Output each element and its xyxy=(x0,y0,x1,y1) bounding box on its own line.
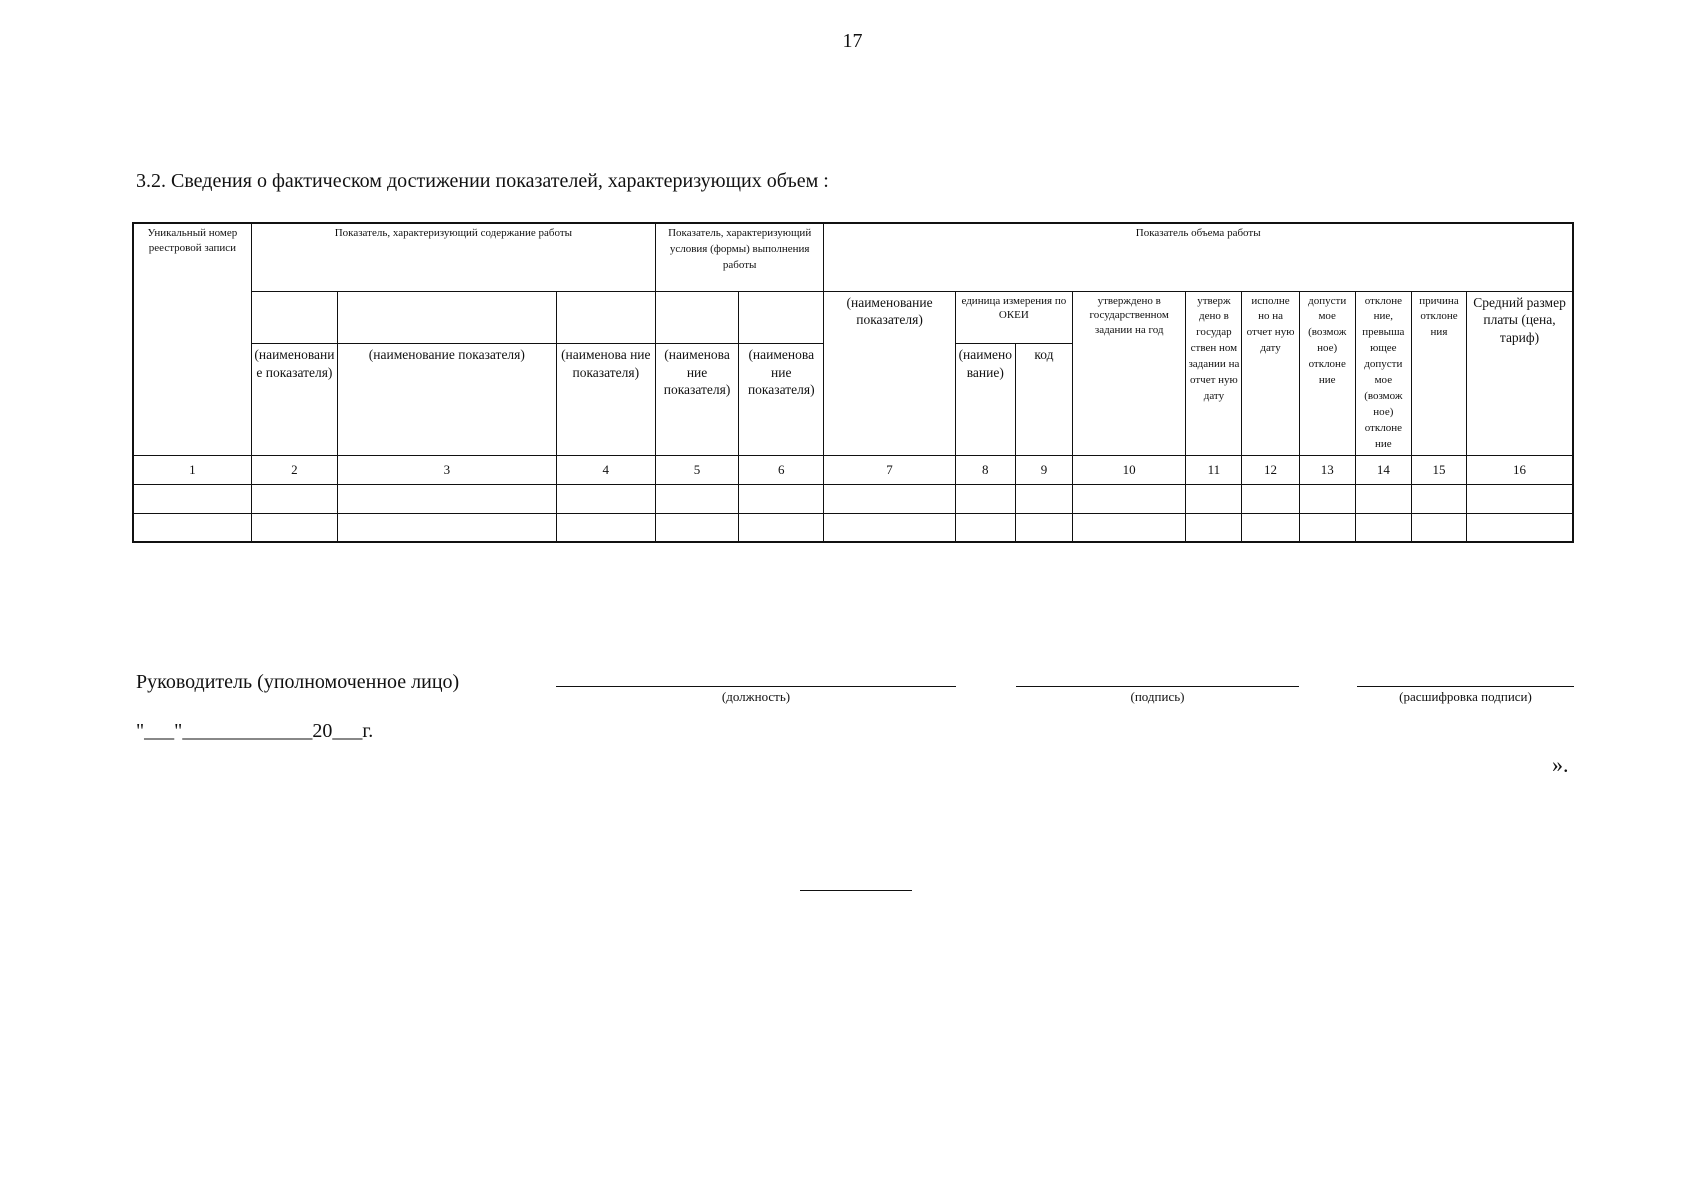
col16-average-fee: Средний размер платы (цена, тариф) xyxy=(1467,291,1573,455)
empty-cell xyxy=(739,513,824,542)
col4-indicator-name: (наименова ние показателя) xyxy=(556,344,655,456)
column-number: 7 xyxy=(824,455,955,484)
column-number: 16 xyxy=(1467,455,1573,484)
empty-cell xyxy=(251,513,337,542)
column-number: 9 xyxy=(1015,455,1072,484)
col15-deviation-reason: причина отклоне ния xyxy=(1411,291,1466,455)
col10-approved-year: утверждено в государственном задании на год xyxy=(1073,291,1186,455)
position-line xyxy=(556,686,956,687)
blank-subheader-6 xyxy=(739,291,824,344)
col7-indicator-name: (наименование показателя) xyxy=(824,291,955,455)
empty-cell xyxy=(556,513,655,542)
col12-executed-report-date: исполне но на отчет ную дату xyxy=(1242,291,1299,455)
empty-cell xyxy=(1355,484,1411,513)
column-number: 15 xyxy=(1411,455,1466,484)
empty-cell xyxy=(133,513,251,542)
empty-cell xyxy=(338,484,557,513)
header-content-indicator: Показатель, характеризующий содержание работы xyxy=(251,223,655,291)
empty-cell xyxy=(1073,513,1186,542)
table-row xyxy=(133,484,1573,513)
col3-indicator-name: (наименование показателя) xyxy=(338,344,557,456)
column-number: 5 xyxy=(655,455,738,484)
blank-subheader-4 xyxy=(556,291,655,344)
empty-cell xyxy=(655,484,738,513)
table-row xyxy=(133,513,1573,542)
signature-caption: (подпись) xyxy=(1130,689,1185,704)
footer-rule xyxy=(800,890,912,891)
date-line: "___"_____________20___г. xyxy=(136,720,374,742)
page-number: 17 xyxy=(842,30,863,52)
volume-indicators-table xyxy=(132,222,1574,543)
column-number: 11 xyxy=(1186,455,1242,484)
column-number: 6 xyxy=(739,455,824,484)
header-volume-indicator: Показатель объема работы xyxy=(824,223,1573,291)
blank-subheader-5 xyxy=(655,291,738,344)
blank-subheader-3 xyxy=(338,291,557,344)
col11-approved-report-date: утверж дено в государ ствен ном задании на отчет ную дату xyxy=(1186,291,1242,455)
empty-cell xyxy=(1242,484,1299,513)
empty-cell xyxy=(824,484,955,513)
empty-cell xyxy=(1015,484,1072,513)
column-number: 2 xyxy=(251,455,337,484)
empty-cell xyxy=(1467,484,1573,513)
col8-unit-name: (наимено вание) xyxy=(955,344,1015,456)
empty-cell xyxy=(251,484,337,513)
empty-cell xyxy=(556,484,655,513)
empty-cell xyxy=(1186,513,1242,542)
section-title: 3.2. Сведения о фактическом достижении показателей, характеризующих объем : xyxy=(136,170,829,192)
empty-cell xyxy=(955,513,1015,542)
okei-unit-header: единица измерения по ОКЕИ xyxy=(955,291,1072,344)
col2-indicator-name: (наименование показателя) xyxy=(251,344,337,456)
col13-allowed-deviation: допусти мое (возмож ное) отклоне ние xyxy=(1299,291,1355,455)
decoding-line xyxy=(1357,686,1574,687)
col14-exceeding-deviation: отклоне ние, превыша ющее допусти мое (возмож ное) отклоне ние xyxy=(1355,291,1411,455)
empty-cell xyxy=(1411,513,1466,542)
signature-line xyxy=(1016,686,1299,687)
empty-cell xyxy=(1299,513,1355,542)
empty-cell xyxy=(1467,513,1573,542)
decoding-caption: (расшифровка подписи) xyxy=(1399,689,1532,704)
col9-unit-code: код xyxy=(1015,344,1072,456)
header-conditions-indicator: Показатель, характеризующий условия (формы) выполнения работы xyxy=(655,223,823,291)
closing-quote: ». xyxy=(1552,752,1569,777)
column-number: 10 xyxy=(1073,455,1186,484)
empty-cell xyxy=(1299,484,1355,513)
empty-cell xyxy=(739,484,824,513)
empty-cell xyxy=(1355,513,1411,542)
empty-cell xyxy=(955,484,1015,513)
empty-cell xyxy=(338,513,557,542)
header-unique-record-number: Уникальный номер реестровой записи xyxy=(133,223,251,455)
column-number: 1 xyxy=(133,455,251,484)
empty-cell xyxy=(133,484,251,513)
column-number: 3 xyxy=(338,455,557,484)
column-number: 12 xyxy=(1242,455,1299,484)
empty-cell xyxy=(655,513,738,542)
empty-cell xyxy=(1242,513,1299,542)
blank-subheader-2 xyxy=(251,291,337,344)
empty-cell xyxy=(1015,513,1072,542)
column-number: 8 xyxy=(955,455,1015,484)
col5-indicator-name: (наименова ние показателя) xyxy=(655,344,738,456)
empty-cell xyxy=(1073,484,1186,513)
position-caption: (должность) xyxy=(721,689,791,704)
empty-cell xyxy=(824,513,955,542)
column-number-row xyxy=(133,455,1573,484)
column-number: 13 xyxy=(1299,455,1355,484)
empty-cell xyxy=(1411,484,1466,513)
signatory-label: Руководитель (уполномоченное лицо) xyxy=(136,671,460,693)
col6-indicator-name: (наименова ние показателя) xyxy=(739,344,824,456)
empty-cell xyxy=(1186,484,1242,513)
column-number: 4 xyxy=(556,455,655,484)
column-number: 14 xyxy=(1355,455,1411,484)
